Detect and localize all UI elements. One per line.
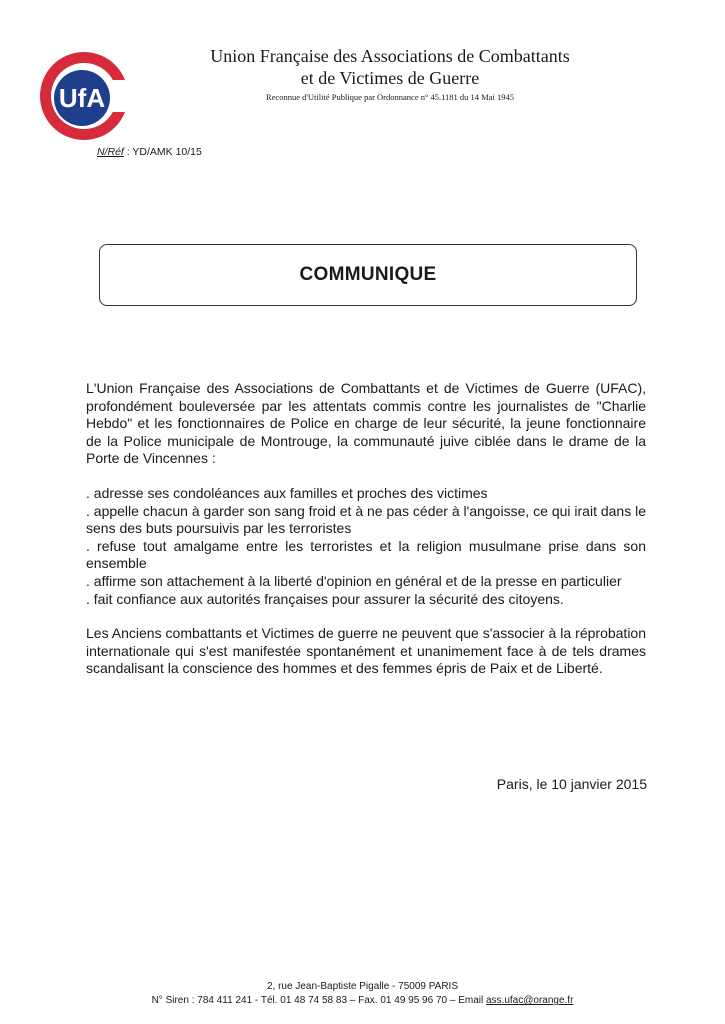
title-box <box>99 244 637 306</box>
list-item: . affirme son attachement à la liberté d'opinion en général et de la presse en particulier <box>86 572 622 589</box>
org-name-line1: Union Française des Associations de Combattants <box>210 46 570 66</box>
list-item: . appelle chacun à garder son sang froid et à ne pas céder à l'angoisse, ce qui irait dans le sens des buts poursuivis par les terroristes <box>86 502 646 537</box>
logo-lettering: UfA <box>58 83 106 113</box>
ufac-logo <box>38 50 130 142</box>
conclusion-paragraph: Les Anciens combattants et Victimes de guerre ne peuvent que s'associer à la réprobation internationale qui s'est manifestée spontanément et unanimement face à de tels drames scandalisant la conscience des hommes et des femmes épris de Paix et de Liberté. <box>86 625 646 677</box>
place-date: Paris, le 10 janvier 2015 <box>496 776 647 792</box>
footer-address: 2, rue Jean-Baptiste Pigalle - 75009 PARIS <box>266 981 459 992</box>
list-item: . fait confiance aux autorités françaises pour assurer la sécurité des citoyens. <box>86 590 564 607</box>
reference-value: : YD/AMK 10/15 <box>123 146 202 158</box>
footer-contact-text: N° Siren : 784 411 241 - Tél. 01 48 74 58 83 – Fax. 01 49 95 96 70 – Email <box>151 995 486 1006</box>
reference-label: N/Réf <box>97 146 124 158</box>
footer-contact <box>0 995 725 1006</box>
org-name-line2: et de Victimes de Guerre <box>300 68 480 88</box>
list-item: . refuse tout amalgame entre les terroristes et la religion musulmane prise dans son ensemble <box>86 537 646 572</box>
reference <box>97 146 202 158</box>
org-recognition: Reconnue d'Utilité Publique par Ordonnance n° 45.1181 du 14 Mai 1945 <box>265 92 514 102</box>
intro-paragraph: L'Union Française des Associations de Combattants et de Victimes de Guerre (UFAC), profondément bouleversée par les attentats commis contre les journalistes de "Charlie Hebdo" et les fonctionnaires de Police en charge de leur sécurité, la jeune fonctionnaire de la Police municipale de Montrouge, la communauté juive ciblée dans le drame de la Porte de Vincennes : <box>86 380 646 467</box>
document-title: COMMUNIQUE <box>299 264 437 285</box>
email-link[interactable]: ass.ufac@orange.fr <box>485 995 574 1006</box>
bullet-list <box>86 485 646 608</box>
communique-body <box>86 380 646 695</box>
list-item: . adresse ses condoléances aux familles et proches des victimes <box>86 484 488 501</box>
